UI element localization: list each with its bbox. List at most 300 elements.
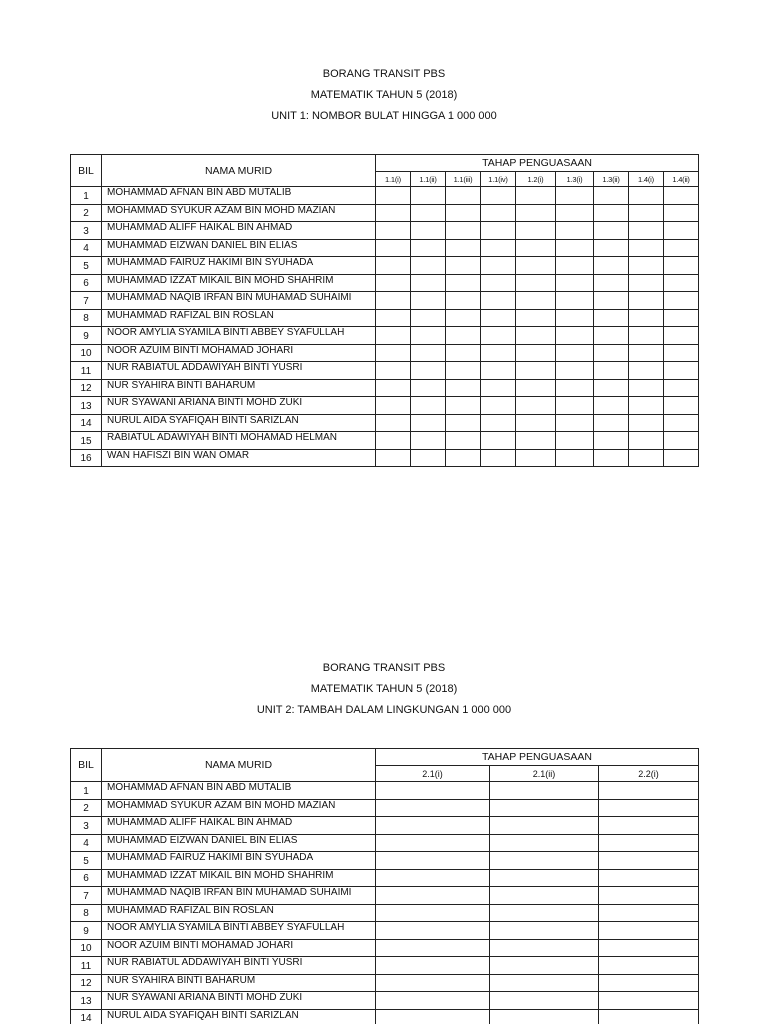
mastery-cell[interactable] bbox=[556, 204, 594, 222]
mastery-cell[interactable] bbox=[599, 834, 699, 852]
student-name: MOHAMMAD AFNAN BIN ABD MUTALIB bbox=[102, 782, 376, 800]
student-name: MOHAMMAD SYUKUR AZAM BIN MOHD MAZIAN bbox=[102, 799, 376, 817]
mastery-cell[interactable] bbox=[599, 887, 699, 905]
student-name: RABIATUL ADAWIYAH BINTI MOHAMAD HELMAN bbox=[102, 432, 376, 450]
row-number: 11 bbox=[71, 362, 102, 380]
mastery-cell[interactable] bbox=[446, 327, 481, 345]
mastery-cell[interactable] bbox=[376, 939, 490, 957]
mastery-cell[interactable] bbox=[446, 292, 481, 310]
mastery-cell[interactable] bbox=[629, 449, 664, 467]
mastery-cell[interactable] bbox=[599, 852, 699, 870]
mastery-cell[interactable] bbox=[556, 257, 594, 275]
student-name: MUHAMMAD FAIRUZ HAKIMI BIN SYUHADA bbox=[102, 852, 376, 870]
mastery-cell[interactable] bbox=[664, 414, 699, 432]
mastery-cell[interactable] bbox=[411, 327, 446, 345]
mastery-cell[interactable] bbox=[594, 274, 629, 292]
mastery-cell[interactable] bbox=[629, 257, 664, 275]
skill-header: 1.1(ii) bbox=[411, 172, 446, 187]
mastery-cell[interactable] bbox=[490, 869, 599, 887]
row-number: 13 bbox=[71, 992, 102, 1010]
table-row bbox=[71, 922, 699, 940]
mastery-cell[interactable] bbox=[411, 397, 446, 415]
mastery-cell[interactable] bbox=[594, 432, 629, 450]
mastery-cell[interactable] bbox=[664, 449, 699, 467]
mastery-cell[interactable] bbox=[516, 344, 556, 362]
table-row bbox=[71, 939, 699, 957]
unit1-assessment-table bbox=[70, 154, 699, 467]
skill-header: 1.1(iv) bbox=[481, 172, 516, 187]
mastery-cell[interactable] bbox=[446, 222, 481, 240]
row-number: 12 bbox=[71, 379, 102, 397]
student-name: MUHAMMAD EIZWAN DANIEL BIN ELIAS bbox=[102, 834, 376, 852]
mastery-cell[interactable] bbox=[599, 939, 699, 957]
mastery-cell[interactable] bbox=[629, 432, 664, 450]
mastery-cell[interactable] bbox=[446, 187, 481, 205]
row-number: 9 bbox=[71, 327, 102, 345]
mastery-cell[interactable] bbox=[376, 1009, 490, 1024]
mastery-cell[interactable] bbox=[376, 449, 411, 467]
unit2-form-title: BORANG TRANSIT PBS bbox=[322, 662, 446, 674]
mastery-cell[interactable] bbox=[446, 239, 481, 257]
mastery-cell[interactable] bbox=[664, 239, 699, 257]
table-row bbox=[71, 239, 699, 257]
mastery-cell[interactable] bbox=[594, 292, 629, 310]
unit1-heading bbox=[0, 64, 768, 127]
row-number: 12 bbox=[71, 974, 102, 992]
mastery-cell[interactable] bbox=[481, 274, 516, 292]
mastery-cell[interactable] bbox=[490, 782, 599, 800]
table-row bbox=[71, 834, 699, 852]
unit2-assessment-table bbox=[70, 748, 699, 1024]
student-name: NURUL AIDA SYAFIQAH BINTI SARIZLAN bbox=[102, 414, 376, 432]
mastery-cell[interactable] bbox=[376, 344, 411, 362]
mastery-cell[interactable] bbox=[376, 204, 411, 222]
table-row bbox=[71, 782, 699, 800]
student-name: NUR SYAWANI ARIANA BINTI MOHD ZUKI bbox=[102, 397, 376, 415]
mastery-cell[interactable] bbox=[481, 362, 516, 380]
student-name: NOOR AZUIM BINTI MOHAMAD JOHARI bbox=[102, 939, 376, 957]
student-name: MOHAMMAD SYUKUR AZAM BIN MOHD MAZIAN bbox=[102, 204, 376, 222]
unit2-unit-title: UNIT 2: TAMBAH DALAM LINGKUNGAN 1 000 000 bbox=[256, 704, 512, 716]
table-row bbox=[71, 414, 699, 432]
mastery-cell[interactable] bbox=[594, 379, 629, 397]
mastery-cell[interactable] bbox=[556, 187, 594, 205]
mastery-cell[interactable] bbox=[376, 362, 411, 380]
mastery-cell[interactable] bbox=[629, 204, 664, 222]
mastery-cell[interactable] bbox=[411, 239, 446, 257]
mastery-cell[interactable] bbox=[490, 799, 599, 817]
student-name: MOHAMMAD AFNAN BIN ABD MUTALIB bbox=[102, 187, 376, 205]
unit1-nama-header: NAMA MURID bbox=[102, 155, 376, 187]
student-name: MUHAMMAD RAFIZAL BIN ROSLAN bbox=[102, 309, 376, 327]
mastery-cell[interactable] bbox=[594, 187, 629, 205]
mastery-cell[interactable] bbox=[556, 362, 594, 380]
mastery-cell[interactable] bbox=[629, 379, 664, 397]
student-name: NUR SYAHIRA BINTI BAHARUM bbox=[102, 379, 376, 397]
student-name: NURUL AIDA SYAFIQAH BINTI SARIZLAN bbox=[102, 1009, 376, 1024]
mastery-cell[interactable] bbox=[516, 327, 556, 345]
mastery-cell[interactable] bbox=[411, 204, 446, 222]
mastery-cell[interactable] bbox=[594, 362, 629, 380]
table-row bbox=[71, 869, 699, 887]
unit2-table-body bbox=[71, 782, 699, 1024]
student-name: NOOR AZUIM BINTI MOHAMAD JOHARI bbox=[102, 344, 376, 362]
row-number: 15 bbox=[71, 432, 102, 450]
table-row bbox=[71, 327, 699, 345]
mastery-cell[interactable] bbox=[481, 327, 516, 345]
mastery-cell[interactable] bbox=[556, 432, 594, 450]
table-row bbox=[71, 992, 699, 1010]
mastery-cell[interactable] bbox=[516, 432, 556, 450]
unit2-heading bbox=[0, 658, 768, 721]
mastery-cell[interactable] bbox=[556, 327, 594, 345]
student-name: NUR RABIATUL ADDAWIYAH BINTI YUSRI bbox=[102, 957, 376, 975]
table-row bbox=[71, 957, 699, 975]
mastery-cell[interactable] bbox=[490, 957, 599, 975]
mastery-cell[interactable] bbox=[411, 414, 446, 432]
student-name: MUHAMMAD ALIFF HAIKAL BIN AHMAD bbox=[102, 222, 376, 240]
mastery-cell[interactable] bbox=[556, 414, 594, 432]
mastery-cell[interactable] bbox=[481, 239, 516, 257]
mastery-cell[interactable] bbox=[516, 449, 556, 467]
mastery-cell[interactable] bbox=[481, 204, 516, 222]
mastery-cell[interactable] bbox=[481, 187, 516, 205]
mastery-cell[interactable] bbox=[516, 414, 556, 432]
mastery-cell[interactable] bbox=[376, 327, 411, 345]
student-name: MUHAMMAD NAQIB IRFAN BIN MUHAMAD SUHAIMI bbox=[102, 887, 376, 905]
mastery-cell[interactable] bbox=[376, 974, 490, 992]
table-row bbox=[71, 292, 699, 310]
mastery-cell[interactable] bbox=[446, 449, 481, 467]
table-row bbox=[71, 1009, 699, 1024]
mastery-cell[interactable] bbox=[629, 344, 664, 362]
skill-header: 2.1(ii) bbox=[490, 766, 599, 782]
mastery-cell[interactable] bbox=[446, 362, 481, 380]
mastery-cell[interactable] bbox=[490, 992, 599, 1010]
unit1-unit-title: UNIT 1: NOMBOR BULAT HINGGA 1 000 000 bbox=[271, 110, 497, 122]
mastery-cell[interactable] bbox=[556, 379, 594, 397]
mastery-cell[interactable] bbox=[490, 834, 599, 852]
mastery-cell[interactable] bbox=[411, 274, 446, 292]
mastery-cell[interactable] bbox=[556, 344, 594, 362]
mastery-cell[interactable] bbox=[481, 414, 516, 432]
mastery-cell[interactable] bbox=[599, 957, 699, 975]
row-number: 6 bbox=[71, 274, 102, 292]
skill-header: 2.1(i) bbox=[376, 766, 490, 782]
mastery-cell[interactable] bbox=[376, 187, 411, 205]
student-name: MUHAMMAD NAQIB IRFAN BIN MUHAMAD SUHAIMI bbox=[102, 292, 376, 310]
row-number: 3 bbox=[71, 222, 102, 240]
mastery-cell[interactable] bbox=[490, 817, 599, 835]
mastery-cell[interactable] bbox=[516, 204, 556, 222]
mastery-cell[interactable] bbox=[446, 379, 481, 397]
mastery-cell[interactable] bbox=[599, 782, 699, 800]
mastery-cell[interactable] bbox=[446, 397, 481, 415]
mastery-cell[interactable] bbox=[556, 397, 594, 415]
mastery-cell[interactable] bbox=[594, 257, 629, 275]
mastery-cell[interactable] bbox=[376, 834, 490, 852]
table-row bbox=[71, 187, 699, 205]
mastery-cell[interactable] bbox=[664, 257, 699, 275]
mastery-cell[interactable] bbox=[481, 309, 516, 327]
row-number: 13 bbox=[71, 397, 102, 415]
mastery-cell[interactable] bbox=[629, 222, 664, 240]
mastery-cell[interactable] bbox=[490, 974, 599, 992]
table-row bbox=[71, 274, 699, 292]
mastery-cell[interactable] bbox=[411, 292, 446, 310]
mastery-cell[interactable] bbox=[664, 222, 699, 240]
mastery-cell[interactable] bbox=[481, 257, 516, 275]
mastery-cell[interactable] bbox=[446, 309, 481, 327]
skill-header: 1.1(iii) bbox=[446, 172, 481, 187]
mastery-cell[interactable] bbox=[446, 257, 481, 275]
table-row bbox=[71, 362, 699, 380]
mastery-cell[interactable] bbox=[594, 222, 629, 240]
mastery-cell[interactable] bbox=[556, 309, 594, 327]
mastery-cell[interactable] bbox=[516, 362, 556, 380]
mastery-cell[interactable] bbox=[664, 204, 699, 222]
mastery-cell[interactable] bbox=[516, 379, 556, 397]
student-name: MUHAMMAD RAFIZAL BIN ROSLAN bbox=[102, 904, 376, 922]
student-name: NUR RABIATUL ADDAWIYAH BINTI YUSRI bbox=[102, 362, 376, 380]
mastery-cell[interactable] bbox=[599, 904, 699, 922]
row-number: 4 bbox=[71, 239, 102, 257]
mastery-cell[interactable] bbox=[594, 239, 629, 257]
mastery-cell[interactable] bbox=[446, 204, 481, 222]
mastery-cell[interactable] bbox=[481, 379, 516, 397]
mastery-cell[interactable] bbox=[516, 257, 556, 275]
mastery-cell[interactable] bbox=[629, 187, 664, 205]
mastery-cell[interactable] bbox=[516, 274, 556, 292]
mastery-cell[interactable] bbox=[556, 449, 594, 467]
mastery-cell[interactable] bbox=[490, 1009, 599, 1024]
skill-header: 1.1(i) bbox=[376, 172, 411, 187]
mastery-cell[interactable] bbox=[411, 257, 446, 275]
mastery-cell[interactable] bbox=[411, 362, 446, 380]
row-number: 5 bbox=[71, 852, 102, 870]
mastery-cell[interactable] bbox=[516, 292, 556, 310]
student-name: NUR SYAHIRA BINTI BAHARUM bbox=[102, 974, 376, 992]
table-row bbox=[71, 887, 699, 905]
mastery-cell[interactable] bbox=[629, 309, 664, 327]
mastery-cell[interactable] bbox=[490, 922, 599, 940]
mastery-cell[interactable] bbox=[411, 432, 446, 450]
mastery-cell[interactable] bbox=[599, 799, 699, 817]
skill-header: 1.4(ii) bbox=[664, 172, 699, 187]
mastery-cell[interactable] bbox=[411, 344, 446, 362]
unit1-tahap-header: TAHAP PENGUASAAN bbox=[376, 155, 699, 172]
table-row bbox=[71, 974, 699, 992]
row-number: 9 bbox=[71, 922, 102, 940]
mastery-cell[interactable] bbox=[376, 432, 411, 450]
mastery-cell[interactable] bbox=[446, 432, 481, 450]
mastery-cell[interactable] bbox=[490, 852, 599, 870]
row-number: 4 bbox=[71, 834, 102, 852]
mastery-cell[interactable] bbox=[446, 344, 481, 362]
skill-header: 1.2(i) bbox=[516, 172, 556, 187]
mastery-cell[interactable] bbox=[376, 904, 490, 922]
mastery-cell[interactable] bbox=[664, 327, 699, 345]
mastery-cell[interactable] bbox=[594, 344, 629, 362]
mastery-cell[interactable] bbox=[376, 239, 411, 257]
mastery-cell[interactable] bbox=[599, 922, 699, 940]
mastery-cell[interactable] bbox=[411, 379, 446, 397]
skill-header: 1.3(i) bbox=[556, 172, 594, 187]
mastery-cell[interactable] bbox=[376, 414, 411, 432]
mastery-cell[interactable] bbox=[594, 327, 629, 345]
student-name: NOOR AMYLIA SYAMILA BINTI ABBEY SYAFULLAH bbox=[102, 922, 376, 940]
mastery-cell[interactable] bbox=[629, 362, 664, 380]
mastery-cell[interactable] bbox=[664, 292, 699, 310]
student-name: MUHAMMAD FAIRUZ HAKIMI BIN SYUHADA bbox=[102, 257, 376, 275]
row-number: 5 bbox=[71, 257, 102, 275]
mastery-cell[interactable] bbox=[556, 274, 594, 292]
mastery-cell[interactable] bbox=[446, 274, 481, 292]
mastery-cell[interactable] bbox=[376, 799, 490, 817]
mastery-cell[interactable] bbox=[481, 432, 516, 450]
row-number: 6 bbox=[71, 869, 102, 887]
mastery-cell[interactable] bbox=[664, 432, 699, 450]
row-number: 2 bbox=[71, 799, 102, 817]
mastery-cell[interactable] bbox=[490, 887, 599, 905]
mastery-cell[interactable] bbox=[376, 817, 490, 835]
mastery-cell[interactable] bbox=[376, 379, 411, 397]
table-row bbox=[71, 344, 699, 362]
mastery-cell[interactable] bbox=[556, 222, 594, 240]
mastery-cell[interactable] bbox=[490, 939, 599, 957]
mastery-cell[interactable] bbox=[629, 274, 664, 292]
mastery-cell[interactable] bbox=[516, 239, 556, 257]
row-number: 3 bbox=[71, 817, 102, 835]
table-row bbox=[71, 799, 699, 817]
mastery-cell[interactable] bbox=[411, 309, 446, 327]
mastery-cell[interactable] bbox=[376, 852, 490, 870]
student-name: WAN HAFISZI BIN WAN OMAR bbox=[102, 449, 376, 467]
mastery-cell[interactable] bbox=[664, 187, 699, 205]
unit1-table-body bbox=[71, 187, 699, 467]
mastery-cell[interactable] bbox=[556, 292, 594, 310]
mastery-cell[interactable] bbox=[594, 414, 629, 432]
mastery-cell[interactable] bbox=[664, 379, 699, 397]
table-row bbox=[71, 222, 699, 240]
table-row bbox=[71, 432, 699, 450]
mastery-cell[interactable] bbox=[664, 344, 699, 362]
table-row bbox=[71, 257, 699, 275]
row-number: 14 bbox=[71, 1009, 102, 1024]
mastery-cell[interactable] bbox=[594, 309, 629, 327]
table-row bbox=[71, 379, 699, 397]
mastery-cell[interactable] bbox=[629, 292, 664, 310]
mastery-cell[interactable] bbox=[556, 239, 594, 257]
table-row bbox=[71, 817, 699, 835]
row-number: 1 bbox=[71, 187, 102, 205]
row-number: 7 bbox=[71, 887, 102, 905]
mastery-cell[interactable] bbox=[516, 222, 556, 240]
mastery-cell[interactable] bbox=[376, 957, 490, 975]
mastery-cell[interactable] bbox=[376, 869, 490, 887]
mastery-cell[interactable] bbox=[481, 292, 516, 310]
mastery-cell[interactable] bbox=[411, 187, 446, 205]
mastery-cell[interactable] bbox=[516, 309, 556, 327]
mastery-cell[interactable] bbox=[629, 397, 664, 415]
student-name: NUR SYAWANI ARIANA BINTI MOHD ZUKI bbox=[102, 992, 376, 1010]
mastery-cell[interactable] bbox=[594, 397, 629, 415]
unit2-subject: MATEMATIK TAHUN 5 (2018) bbox=[310, 683, 458, 695]
mastery-cell[interactable] bbox=[481, 222, 516, 240]
mastery-cell[interactable] bbox=[376, 922, 490, 940]
unit2-tahap-header: TAHAP PENGUASAAN bbox=[376, 749, 699, 766]
mastery-cell[interactable] bbox=[599, 869, 699, 887]
mastery-cell[interactable] bbox=[599, 1009, 699, 1024]
mastery-cell[interactable] bbox=[376, 992, 490, 1010]
mastery-cell[interactable] bbox=[664, 309, 699, 327]
mastery-cell[interactable] bbox=[664, 397, 699, 415]
student-name: MUHAMMAD IZZAT MIKAIL BIN MOHD SHAHRIM bbox=[102, 274, 376, 292]
mastery-cell[interactable] bbox=[446, 414, 481, 432]
mastery-cell[interactable] bbox=[594, 449, 629, 467]
row-number: 14 bbox=[71, 414, 102, 432]
row-number: 1 bbox=[71, 782, 102, 800]
table-row bbox=[71, 204, 699, 222]
mastery-cell[interactable] bbox=[376, 257, 411, 275]
mastery-cell[interactable] bbox=[664, 274, 699, 292]
mastery-cell[interactable] bbox=[629, 414, 664, 432]
row-number: 16 bbox=[71, 449, 102, 467]
table-row bbox=[71, 852, 699, 870]
mastery-cell[interactable] bbox=[629, 239, 664, 257]
mastery-cell[interactable] bbox=[490, 904, 599, 922]
student-name: MUHAMMAD ALIFF HAIKAL BIN AHMAD bbox=[102, 817, 376, 835]
unit1-bil-header: BIL bbox=[71, 155, 102, 187]
mastery-cell[interactable] bbox=[411, 449, 446, 467]
row-number: 7 bbox=[71, 292, 102, 310]
mastery-cell[interactable] bbox=[376, 782, 490, 800]
unit2-nama-header: NAMA MURID bbox=[102, 749, 376, 782]
unit2-bil-header: BIL bbox=[71, 749, 102, 782]
mastery-cell[interactable] bbox=[481, 397, 516, 415]
mastery-cell[interactable] bbox=[629, 327, 664, 345]
table-row bbox=[71, 904, 699, 922]
mastery-cell[interactable] bbox=[599, 992, 699, 1010]
mastery-cell[interactable] bbox=[516, 187, 556, 205]
unit1-subject: MATEMATIK TAHUN 5 (2018) bbox=[310, 89, 458, 101]
mastery-cell[interactable] bbox=[376, 292, 411, 310]
mastery-cell[interactable] bbox=[376, 222, 411, 240]
mastery-cell[interactable] bbox=[411, 222, 446, 240]
mastery-cell[interactable] bbox=[481, 449, 516, 467]
mastery-cell[interactable] bbox=[599, 974, 699, 992]
table-row bbox=[71, 449, 699, 467]
mastery-cell[interactable] bbox=[594, 204, 629, 222]
row-number: 8 bbox=[71, 309, 102, 327]
mastery-cell[interactable] bbox=[664, 362, 699, 380]
mastery-cell[interactable] bbox=[376, 274, 411, 292]
mastery-cell[interactable] bbox=[376, 397, 411, 415]
row-number: 8 bbox=[71, 904, 102, 922]
row-number: 10 bbox=[71, 939, 102, 957]
mastery-cell[interactable] bbox=[599, 817, 699, 835]
table-row bbox=[71, 397, 699, 415]
mastery-cell[interactable] bbox=[376, 309, 411, 327]
student-name: NOOR AMYLIA SYAMILA BINTI ABBEY SYAFULLAH bbox=[102, 327, 376, 345]
mastery-cell[interactable] bbox=[481, 344, 516, 362]
unit1-form-title: BORANG TRANSIT PBS bbox=[322, 68, 446, 80]
table-row bbox=[71, 309, 699, 327]
row-number: 11 bbox=[71, 957, 102, 975]
mastery-cell[interactable] bbox=[516, 397, 556, 415]
skill-header: 2.2(i) bbox=[599, 766, 699, 782]
mastery-cell[interactable] bbox=[376, 887, 490, 905]
